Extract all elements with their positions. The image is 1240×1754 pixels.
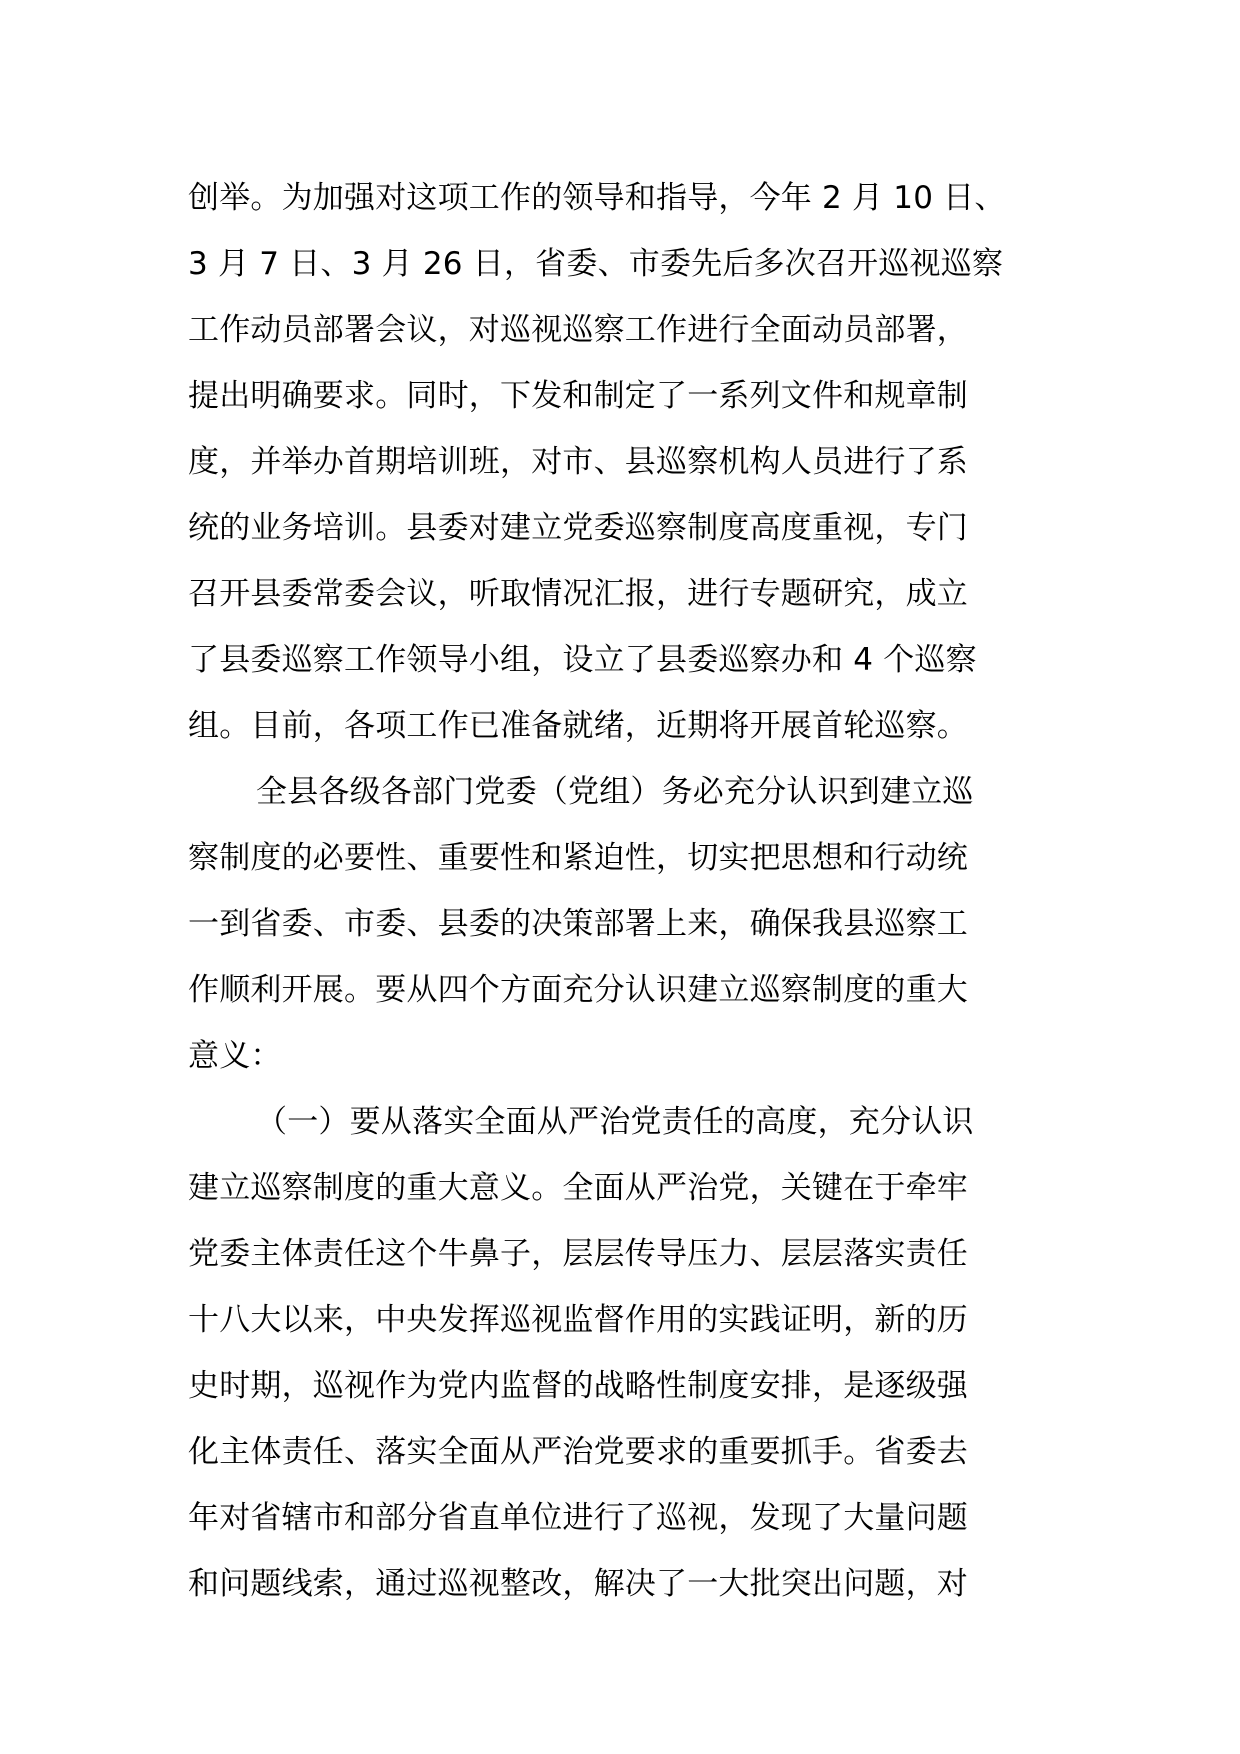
- text-line: 和问题线索，通过巡视整改，解决了一大批突出问题，对: [188, 1566, 968, 1602]
- text-line: 化主体责任、落实全面从严治党要求的重要抓手。省委去: [188, 1434, 968, 1470]
- text-line: 3 月 7 日、3 月 26 日，省委、市委先后多次召开巡视巡察: [188, 246, 1004, 282]
- text-line: 察制度的必要性、重要性和紧迫性，切实把思想和行动统: [188, 840, 968, 876]
- text-line: 度，并举办首期培训班，对市、县巡察机构人员进行了系: [188, 444, 968, 480]
- text-line: 意义：: [188, 1038, 282, 1074]
- text-line: 党委主体责任这个牛鼻子，层层传导压力、层层落实责任: [188, 1236, 968, 1272]
- paragraph-start-line: （一）要从落实全面从严治党责任的高度，充分认识: [256, 1104, 974, 1140]
- document-body: [188, 165, 1068, 1617]
- text-line: 组。目前，各项工作已准备就绪，近期将开展首轮巡察。: [188, 708, 968, 744]
- text-line: 建立巡察制度的重大意义。全面从严治党，关键在于牵牢: [188, 1170, 968, 1206]
- text-line: 一到省委、市委、县委的决策部署上来，确保我县巡察工: [188, 906, 968, 942]
- paragraph-start-line: 全县各级各部门党委（党组）务必充分认识到建立巡: [256, 774, 974, 810]
- text-line: 提出明确要求。同时，下发和制定了一系列文件和规章制: [188, 378, 968, 414]
- text-line: 了县委巡察工作领导小组，设立了县委巡察办和 4 个巡察: [188, 642, 977, 678]
- text-line: 作顺利开展。要从四个方面充分认识建立巡察制度的重大: [188, 972, 968, 1008]
- text-line: 十八大以来，中央发挥巡视监督作用的实践证明，新的历: [188, 1302, 968, 1338]
- text-line: 史时期，巡视作为党内监督的战略性制度安排，是逐级强: [188, 1368, 968, 1404]
- text-line: 召开县委常委会议，听取情况汇报，进行专题研究，成立: [188, 576, 968, 612]
- text-line: 统的业务培训。县委对建立党委巡察制度高度重视，专门: [188, 510, 968, 546]
- text-line: 年对省辖市和部分省直单位进行了巡视，发现了大量问题: [188, 1500, 968, 1536]
- text-line: 工作动员部署会议，对巡视巡察工作进行全面动员部署，: [188, 312, 968, 348]
- text-line: 创举。为加强对这项工作的领导和指导，今年 2 月 10 日、: [188, 180, 1006, 216]
